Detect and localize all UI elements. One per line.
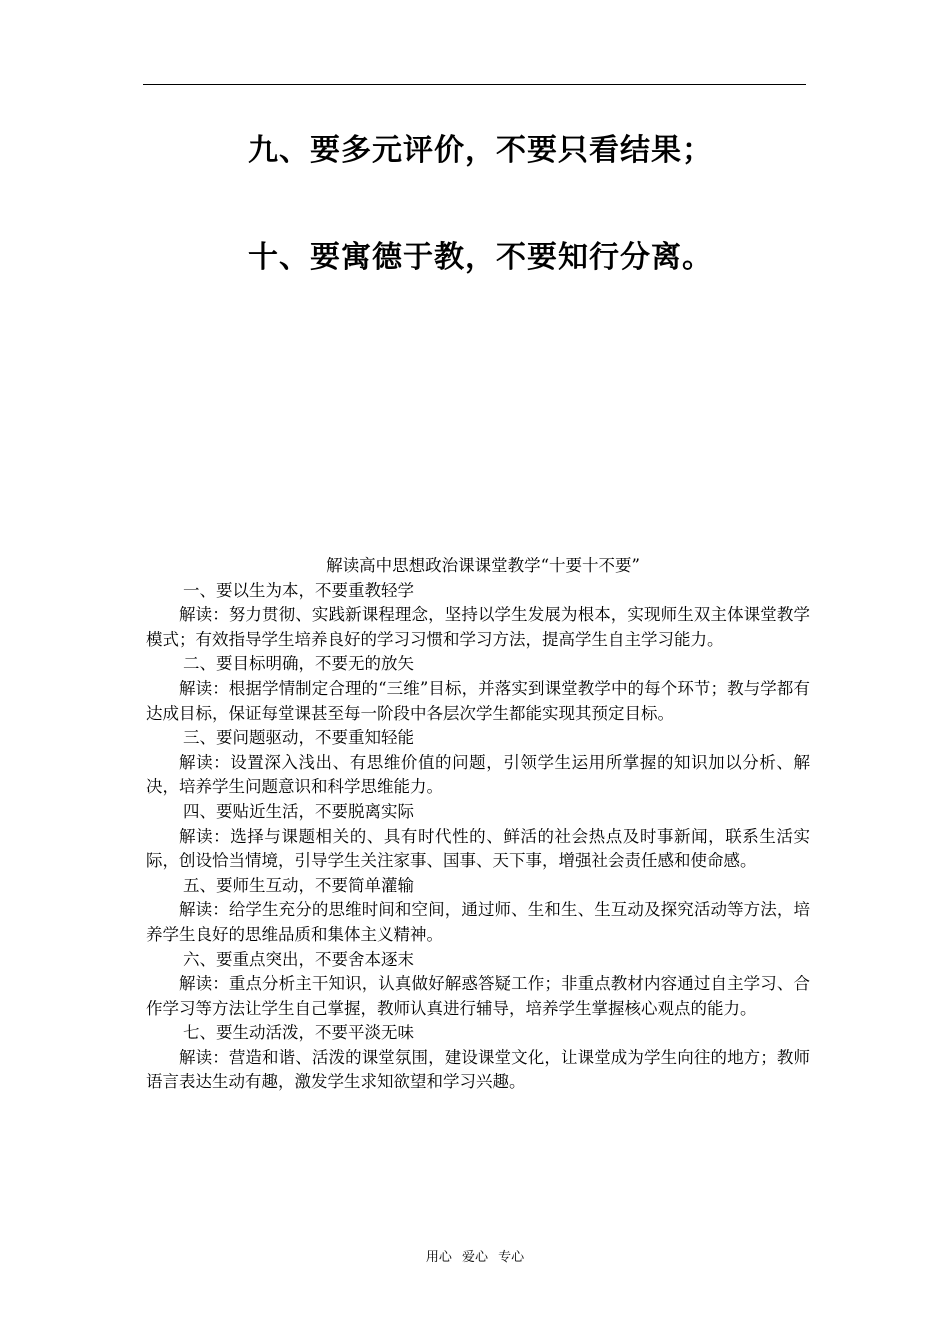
section-body: 解读：设置深入浅出、有思维价值的问题，引领学生运用所掌握的知识加以分析、解决，培养学生问题意识和科学思维能力。	[146, 752, 810, 797]
section-body: 解读：给学生充分的思维时间和空间，通过师、生和生、生互动及探究活动等方法，培养学生良好的思维品质和集体主义精神。	[146, 900, 810, 944]
section-heading: 五、要师生互动，不要简单灌输	[183, 875, 414, 895]
heading-nine: 九、要多元评价，不要只看结果；	[248, 133, 713, 168]
section-heading: 二、要目标明确，不要无的放矢	[183, 654, 414, 674]
heading-ten: 十、要寓德于教，不要知行分离。	[248, 240, 713, 275]
section	[146, 1021, 810, 1095]
page-footer: 用心 爱心 专心	[425, 1250, 525, 1265]
section-heading: 一、要以生为本，不要重教轻学	[183, 580, 414, 600]
section	[146, 800, 810, 874]
section	[146, 874, 810, 948]
section-body: 解读：选择与课题相关的、具有时代性的、鲜活的社会热点及时事新闻，联系生活实际，创设恰当情境，引导学生关注家事、国事、天下事，增强社会责任感和使命感。	[146, 826, 810, 871]
section-body: 解读：重点分析主干知识，认真做好解惑答疑工作；非重点教材内容通过自主学习、合作学习等方法让学生自己掌握，教师认真进行辅导，培养学生掌握核心观点的能力。	[146, 974, 810, 1018]
section	[146, 726, 810, 800]
document-title: 解读高中思想政治课课堂教学“十要十不要”	[326, 556, 640, 575]
section-heading: 三、要问题驱动，不要重知轻能	[183, 728, 414, 748]
document-body	[146, 554, 810, 1095]
section	[146, 948, 810, 1022]
section-body: 解读：根据学情制定合理的“三维”目标，并落实到课堂教学中的每个环节；教与学都有达成目标，保证每堂课甚至每一阶段中各层次学生都能实现其预定目标。	[146, 678, 810, 723]
header-rule	[143, 84, 806, 85]
section-body: 解读：营造和谐、活泼的课堂氛围，建设课堂文化，让课堂成为学生向往的地方；教师语言表达生动有趣，激发学生求知欲望和学习兴趣。	[146, 1047, 810, 1092]
section-heading: 七、要生动活泼，不要平淡无味	[183, 1023, 414, 1043]
section-heading: 四、要贴近生活，不要脱离实际	[183, 801, 414, 821]
section-body: 解读：努力贯彻、实践新课程理念，坚持以学生发展为根本，实现师生双主体课堂教学模式；有效指导学生培养良好的学习习惯和学习方法，提高学生自主学习能力。	[146, 605, 810, 649]
section	[146, 652, 810, 726]
section-heading: 六、要重点突出，不要舍本逐末	[183, 949, 414, 969]
section	[146, 579, 810, 653]
